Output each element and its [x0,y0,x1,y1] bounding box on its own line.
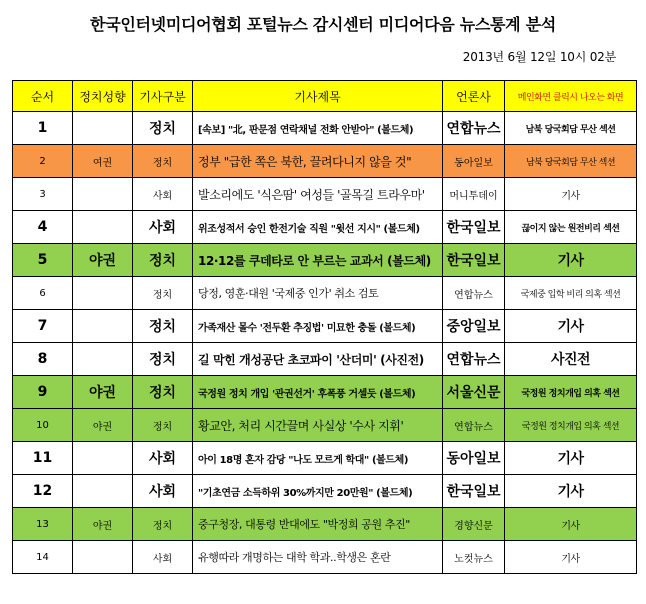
cell-article-title: 아이 18명 혼자 감당 "나도 모르게 학대" (볼드체) [193,442,443,475]
cell-no: 8 [13,343,73,376]
cell-political-leaning [73,178,133,211]
cell-category: 정치 [133,145,193,178]
cell-political-leaning [73,541,133,574]
cell-press: 한국일보 [443,244,505,277]
cell-main-screen: 기사 [505,310,637,343]
cell-article-title: 발소리에도 '식은땀' 여성들 '골목길 트라우마' [193,178,443,211]
cell-no: 5 [13,244,73,277]
cell-press: 서울신문 [443,376,505,409]
table-row [13,310,637,343]
table-row [13,277,637,310]
table-row [13,112,637,145]
cell-article-title: 위조성적서 승인 한전기술 직원 "윗선 지시" (볼드체) [193,211,443,244]
cell-article-title: 국정원 정치 개입 '관권선거' 후폭풍 거셀듯 (볼드체) [193,376,443,409]
cell-main-screen: 국정원 정치개입 의혹 섹션 [505,409,637,442]
cell-main-screen: 끊이지 않는 원전비리 섹션 [505,211,637,244]
cell-no: 1 [13,112,73,145]
cell-category: 정치 [133,112,193,145]
cell-article-title: 유행따라 개명하는 대학 학과..학생은 혼란 [193,541,443,574]
cell-press: 연합뉴스 [443,277,505,310]
cell-political-leaning: 야권 [73,409,133,442]
cell-press: 동아일보 [443,145,505,178]
cell-category: 사회 [133,211,193,244]
table-row [13,475,637,508]
table-row [13,211,637,244]
cell-press: 경향신문 [443,508,505,541]
table-row [13,343,637,376]
table-row [13,244,637,277]
cell-main-screen: 남북 당국회담 무산 섹션 [505,112,637,145]
cell-article-title: 가족재산 몰수 '전두환 추징법' 미묘한 충돌 (볼드체) [193,310,443,343]
cell-main-screen: 사진전 [505,343,637,376]
header-main-screen: 메인화면 클릭시 나오는 화면 [505,81,637,112]
cell-press: 연합뉴스 [443,409,505,442]
table-row [13,442,637,475]
cell-no: 2 [13,145,73,178]
table-row [13,508,637,541]
header-press: 언론사 [443,81,505,112]
cell-political-leaning: 야권 [73,508,133,541]
table-row [13,145,637,178]
cell-category: 사회 [133,442,193,475]
cell-article-title: 12·12를 쿠데타로 안 부르는 교과서 (볼드체) [193,244,443,277]
cell-main-screen: 국정원 정치개입 의혹 섹션 [505,376,637,409]
cell-article-title: 중구청장, 대통령 반대에도 "박정희 공원 추진" [193,508,443,541]
report-timestamp: 2013년 6월 12일 10시 02분 [462,50,616,64]
cell-article-title: 당정, 영훈·대원 '국제중 인가' 취소 검토 [193,277,443,310]
cell-political-leaning [73,277,133,310]
table-row [13,541,637,574]
cell-category: 정치 [133,343,193,376]
cell-category: 사회 [133,475,193,508]
cell-main-screen: 기사 [505,442,637,475]
cell-political-leaning: 야권 [73,244,133,277]
header-category: 기사구분 [133,81,193,112]
cell-main-screen: 기사 [505,475,637,508]
header-political-leaning: 정치성향 [73,81,133,112]
cell-category: 정치 [133,409,193,442]
cell-press: 노컷뉴스 [443,541,505,574]
cell-no: 9 [13,376,73,409]
cell-no: 4 [13,211,73,244]
cell-press: 머니투데이 [443,178,505,211]
cell-main-screen: 남북 당국회담 무산 섹션 [505,145,637,178]
cell-no: 3 [13,178,73,211]
cell-political-leaning: 여권 [73,145,133,178]
cell-no: 6 [13,277,73,310]
cell-press: 동아일보 [443,442,505,475]
cell-article-title: "기초연금 소득하위 30%까지만 20만원" (볼드체) [193,475,443,508]
cell-category: 정치 [133,376,193,409]
table-row [13,178,637,211]
cell-article-title: [속보] "北, 판문점 연락채널 전화 안받아" (볼드체) [193,112,443,145]
cell-category: 사회 [133,541,193,574]
cell-political-leaning [73,343,133,376]
cell-political-leaning [73,310,133,343]
cell-press: 연합뉴스 [443,343,505,376]
cell-political-leaning [73,211,133,244]
cell-main-screen: 기사 [505,244,637,277]
cell-category: 정치 [133,508,193,541]
cell-political-leaning [73,112,133,145]
page-title: 한국인터넷미디어협회 포털뉴스 감시센터 미디어다음 뉴스통계 분석 [90,15,556,34]
table-header-row [13,81,637,112]
cell-article-title: 길 막힌 개성공단 초코파이 '산더미' (사진전) [193,343,443,376]
cell-no: 11 [13,442,73,475]
cell-no: 7 [13,310,73,343]
cell-main-screen: 기사 [505,508,637,541]
cell-press: 한국일보 [443,475,505,508]
cell-main-screen: 기사 [505,178,637,211]
cell-article-title: 황교안, 처리 시간끌며 사실상 '수사 지휘' [193,409,443,442]
cell-press: 중앙일보 [443,310,505,343]
cell-category: 정치 [133,277,193,310]
header-no: 순서 [13,81,73,112]
cell-main-screen: 기사 [505,541,637,574]
cell-no: 13 [13,508,73,541]
news-stats-table [12,80,637,574]
cell-press: 한국일보 [443,211,505,244]
cell-political-leaning [73,442,133,475]
header-article-title: 기사제목 [193,81,443,112]
cell-category: 정치 [133,310,193,343]
cell-press: 연합뉴스 [443,112,505,145]
cell-political-leaning [73,475,133,508]
cell-no: 10 [13,409,73,442]
cell-article-title: 정부 "급한 쪽은 북한, 끌려다니지 않을 것" [193,145,443,178]
cell-main-screen: 국제중 입학 비리 의혹 섹션 [505,277,637,310]
cell-category: 정치 [133,244,193,277]
cell-no: 12 [13,475,73,508]
cell-no: 14 [13,541,73,574]
cell-category: 사회 [133,178,193,211]
cell-political-leaning: 야권 [73,376,133,409]
table-row [13,409,637,442]
table-row [13,376,637,409]
